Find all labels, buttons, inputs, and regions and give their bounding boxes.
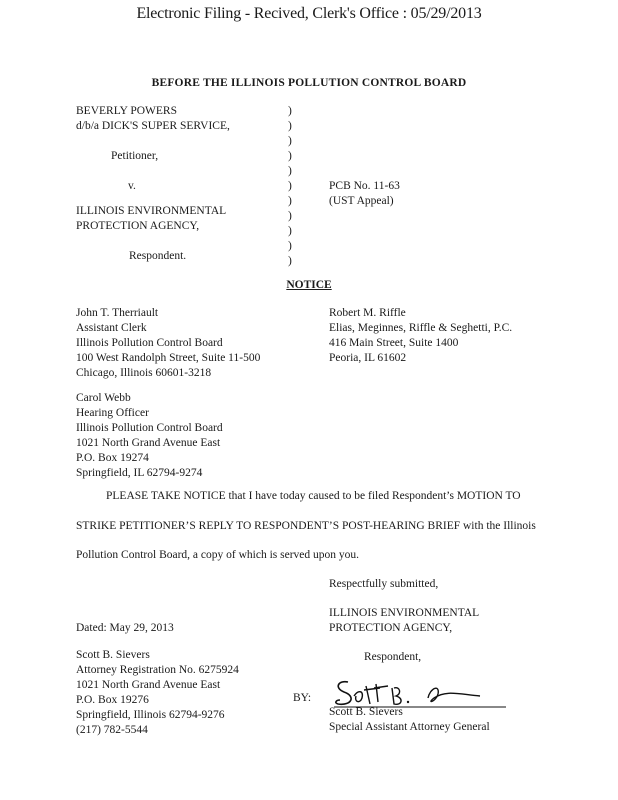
address-line: 1021 North Grand Avenue East	[76, 437, 221, 449]
attorney-line: P.O. Box 19276	[76, 694, 149, 706]
address-line: John T. Therriault	[76, 307, 159, 319]
caption-paren: )	[288, 210, 292, 222]
recipient-hearing-officer	[76, 391, 223, 481]
agency-name-1: ILLINOIS ENVIRONMENTAL	[329, 607, 480, 619]
caption-paren: )	[288, 225, 292, 237]
caption-paren: )	[288, 180, 292, 192]
address-line: Illinois Pollution Control Board	[76, 422, 223, 434]
address-line: Peoria, IL 61602	[329, 352, 407, 364]
caption-paren: )	[288, 255, 292, 267]
notice-title: NOTICE	[286, 279, 332, 291]
notice-body-line-3: Pollution Control Board, a copy of which is served upon you.	[76, 549, 359, 561]
signer-name: Scott B. Sievers	[329, 706, 403, 718]
signer-title: Special Assistant Attorney General	[329, 721, 490, 733]
address-line: Springfield, IL 62794-9274	[76, 467, 203, 479]
recipient-counsel	[329, 306, 512, 366]
address-line: P.O. Box 19274	[76, 452, 149, 464]
attorney-line: Attorney Registration No. 6275924	[76, 664, 239, 676]
address-line: 100 West Randolph Street, Suite 11-500	[76, 352, 261, 364]
recipient-clerk	[76, 306, 260, 381]
case-type: (UST Appeal)	[329, 195, 394, 207]
attorney-line: Springfield, Illinois 62794-9276	[76, 709, 225, 721]
agency-name-2: PROTECTION AGENCY,	[329, 622, 453, 634]
address-line: 416 Main Street, Suite 1400	[329, 337, 459, 349]
caption-paren: )	[288, 135, 292, 147]
petitioner-dba: d/b/a DICK'S SUPER SERVICE,	[76, 120, 230, 132]
caption-bracket	[288, 104, 292, 269]
caption-paren: )	[288, 150, 292, 162]
notice-body-line-1: PLEASE TAKE NOTICE that I have today caused to be filed Respondent’s MOTION TO	[106, 490, 521, 502]
attorney-block	[76, 648, 239, 738]
address-line: Robert M. Riffle	[329, 307, 406, 319]
respectfully-submitted: Respectfully submitted,	[329, 578, 439, 590]
caption-paren: )	[288, 120, 292, 132]
address-line: Elias, Meginnes, Riffle & Seghetti, P.C.	[329, 322, 513, 334]
notice-body-line-2: STRIKE PETITIONER’S REPLY TO RESPONDENT’S POST-HEARING BRIEF with the Illinois	[76, 520, 536, 532]
respondent-name-1: ILLINOIS ENVIRONMENTAL	[76, 205, 227, 217]
attorney-line: 1021 North Grand Avenue East	[76, 679, 221, 691]
address-line: Illinois Pollution Control Board	[76, 337, 223, 349]
versus-label: v.	[128, 180, 136, 192]
caption-paren: )	[288, 195, 292, 207]
caption-paren: )	[288, 165, 292, 177]
attorney-line: (217) 782-5544	[76, 724, 148, 736]
respondent-name-2: PROTECTION AGENCY,	[76, 220, 200, 232]
respondent-label: Respondent,	[364, 651, 422, 663]
address-line: Assistant Clerk	[76, 322, 147, 334]
caption-paren: )	[288, 105, 292, 117]
petitioner-role: Petitioner,	[111, 150, 159, 162]
filing-stamp: Electronic Filing - Recived, Clerk's Office : 05/29/2013	[136, 5, 482, 22]
case-number: PCB No. 11-63	[329, 180, 400, 192]
address-line: Carol Webb	[76, 392, 131, 404]
petitioner-name: BEVERLY POWERS	[76, 105, 177, 117]
attorney-line: Scott B. Sievers	[76, 649, 150, 661]
respondent-role: Respondent.	[129, 250, 187, 262]
address-line: Hearing Officer	[76, 407, 149, 419]
caption-paren: )	[288, 240, 292, 252]
dated-line: Dated: May 29, 2013	[76, 622, 174, 634]
address-line: Chicago, Illinois 60601-3218	[76, 367, 212, 379]
court-heading: BEFORE THE ILLINOIS POLLUTION CONTROL BOARD	[151, 77, 467, 89]
by-label: BY:	[293, 692, 312, 704]
